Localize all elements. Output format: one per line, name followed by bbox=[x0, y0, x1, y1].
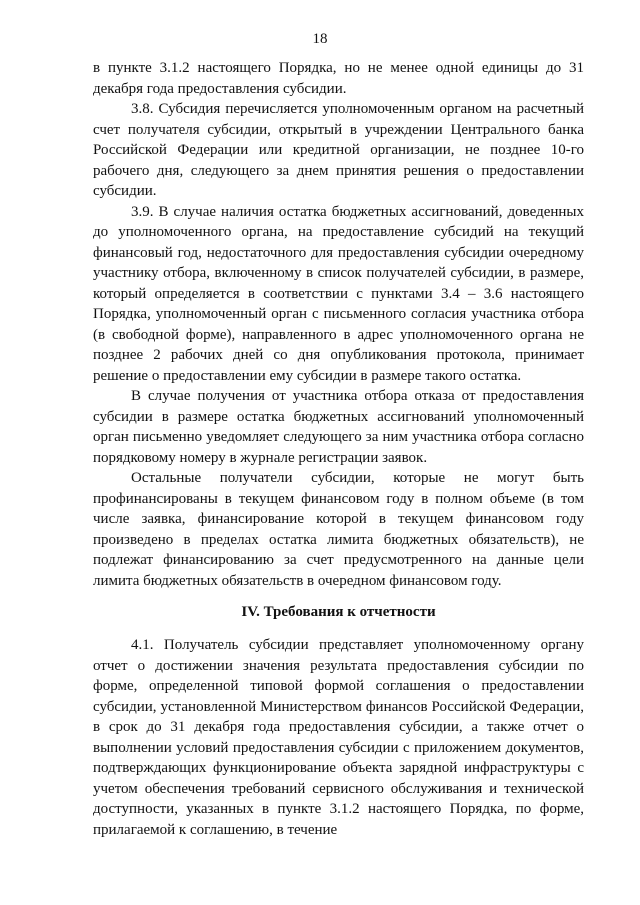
paragraph-remaining-recipients: Остальные получатели субсидии, которые не могут быть профинансированы в текущем финансовом году в полном объеме (в том числе заявка, финансирование которой в текущем финансовом году произведено в пределах остатка лимита бюджетных обязательств), не подлежат финансированию за счет предусмотренного на данные цели лимита бюджетных обязательств в очередном финансовом году. bbox=[93, 470, 584, 589]
section-heading: IV. Требования к отчетности bbox=[241, 604, 436, 620]
document-body bbox=[93, 58, 584, 840]
paragraph-refusal: В случае получения от участника отбора отказа от предоставления субсидии в размере остатка бюджетных ассигнований уполномоченный орган письменно уведомляет следующего за ним участника отбора согласно порядковому номеру в журнале регистрации заявок. bbox=[93, 388, 584, 466]
paragraph-4-1: 4.1. Получатель субсидии представляет уполномоченному органу отчет о достижении значения результата предоставления субсидии по форме, определенной типовой формой соглашения о предоставлении субсидии, установленной Министерством финансов Российской Федерации, в срок до 31 декабря года предоставления субсидии, а также отчет о выполнении условий предоставления субсидии с приложением документов, подтверждающих функционирование объекта зарядной инфраструктуры с учетом обеспечения требований сервисного обслуживания и технической доступности, указанных в пункте 3.1.2 настоящего Порядка, по форме, прилагаемой к соглашению, в течение bbox=[93, 637, 584, 838]
paragraph-3-9: 3.9. В случае наличия остатка бюджетных ассигнований, доведенных до уполномоченного органа, на предоставление субсидий на текущий финансовый год, недостаточного для предоставления субсидии очередному участнику отбора, включенному в список получателей субсидии, в размере, который определяется в соответствии с пунктами 3.4 – 3.6 настоящего Порядка, уполномоченный орган с письменного согласия участника отбора (в свободной форме), направленного в адрес уполномоченного органа не позднее 2 рабочих дней со дня опубликования протокола, принимает решение о предоставлении ему субсидии в размере такого остатка. bbox=[93, 203, 584, 384]
paragraph-continuation: в пункте 3.1.2 настоящего Порядка, но не менее одной единицы до 31 декабря года предоставления субсидии. bbox=[93, 60, 584, 97]
paragraph-3-8: 3.8. Субсидия перечисляется уполномоченным органом на расчетный счет получателя субсидии, открытый в учреждении Центрального банка Российской Федерации или кредитной организации, не позднее 10-го рабочего дня, следующего за днем принятия решения о предоставлении субсидии. bbox=[93, 101, 584, 199]
page-number: 18 bbox=[312, 31, 328, 47]
